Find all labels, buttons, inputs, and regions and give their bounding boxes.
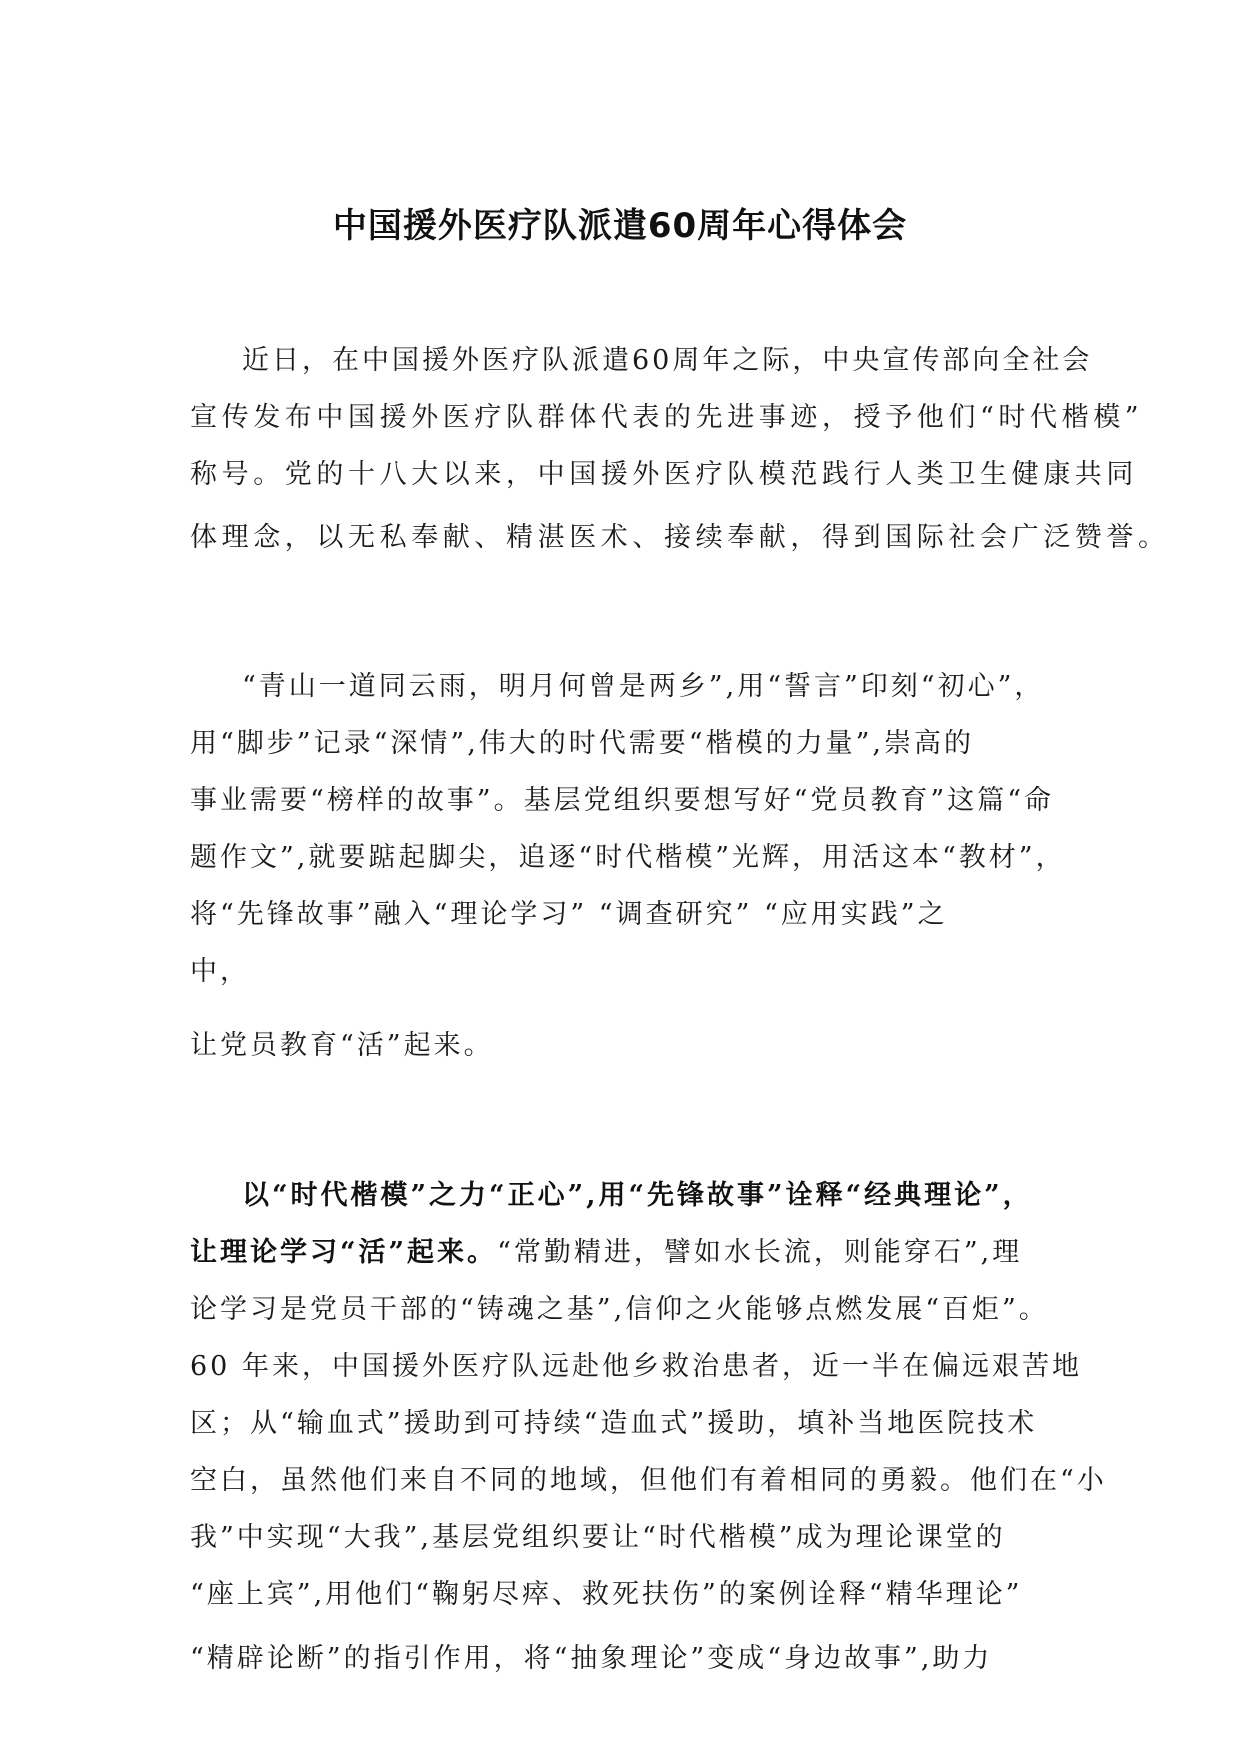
- paragraph-2-line-1: “青山一道同云雨，明月何曾是两乡”,用“誓言”印刻“初心”，: [242, 671, 1045, 702]
- paragraph-3-line-1: [242, 1177, 1070, 1215]
- paragraph-3-line-2: [190, 1234, 1070, 1272]
- paragraph-3-bold-subheading: 让理论学习“活”起来。: [190, 1237, 498, 1268]
- paragraph-3-line-2-text: “常勤精进，譬如水长流，则能穿石”,理: [497, 1237, 1023, 1268]
- paragraph-2-line-3: 事业需要“榜样的故事”。基层党组织要想写好“党员教育”这篇“命: [190, 785, 1055, 816]
- paragraph-2-line-2: 用“脚步”记录“深情”,伟大的时代需要“楷模的力量”,崇高的: [190, 728, 974, 759]
- paragraph-2-line-4: 题作文”,就要踮起脚尖，追逐“时代楷模”光辉，用活这本“教材”，: [190, 842, 1066, 873]
- paragraph-3-line-6: 空白，虽然他们来自不同的地域，但他们有着相同的勇毅。他们在“小: [190, 1465, 1107, 1496]
- paragraph-3-bold-heading: 以“时代楷模”之力“正心”,用“先锋故事”诠释“经典理论”，: [242, 1180, 1033, 1211]
- paragraph-1-line-3: 称号。党的十八大以来，中国援外医疗队模范践行人类卫生健康共同: [190, 459, 1138, 490]
- paragraph-3-line-9: “精辟论断”的指引作用，将“抽象理论”变成“身边故事”,助力: [190, 1643, 993, 1674]
- paragraph-2-line-5: 将“先锋故事”融入“理论学习” “调查研究” “应用实践”之: [190, 899, 948, 930]
- paragraph-2-line-6: 中，: [190, 956, 250, 987]
- paragraph-1-line-1: 近日，在中国援外医疗队派遣60周年之际，中央宣传部向全社会: [242, 345, 1093, 376]
- paragraph-3-line-4: 60 年来，中国援外医疗队远赴他乡救治患者，近一半在偏远艰苦地: [190, 1351, 1082, 1382]
- paragraph-3-line-3: 论学习是党员干部的“铸魂之基”,信仰之火能够点燃发展“百炬”。: [190, 1294, 1049, 1325]
- paragraph-1-line-2: 宣传发布中国援外医疗队群体代表的先进事迹，授予他们“时代楷模”: [190, 402, 1144, 433]
- paragraph-3-line-5: 区；从“输血式”援助到可持续“造血式”援助，填补当地医院技术: [190, 1408, 1038, 1439]
- paragraph-2-line-7: 让党员教育“活”起来。: [190, 1030, 494, 1061]
- document-title: 中国援外医疗队派遣60周年心得体会: [332, 206, 908, 246]
- paragraph-1-line-4: 体理念，以无私奉献、精湛医术、接续奉献，得到国际社会广泛赞誉。: [190, 522, 1170, 553]
- paragraph-3-line-7: 我”中实现“大我”,基层党组织要让“时代楷模”成为理论课堂的: [190, 1522, 1006, 1553]
- paragraph-3-line-8: “座上宾”,用他们“鞠躬尽瘁、救死扶伤”的案例诠释“精华理论”: [190, 1579, 1023, 1610]
